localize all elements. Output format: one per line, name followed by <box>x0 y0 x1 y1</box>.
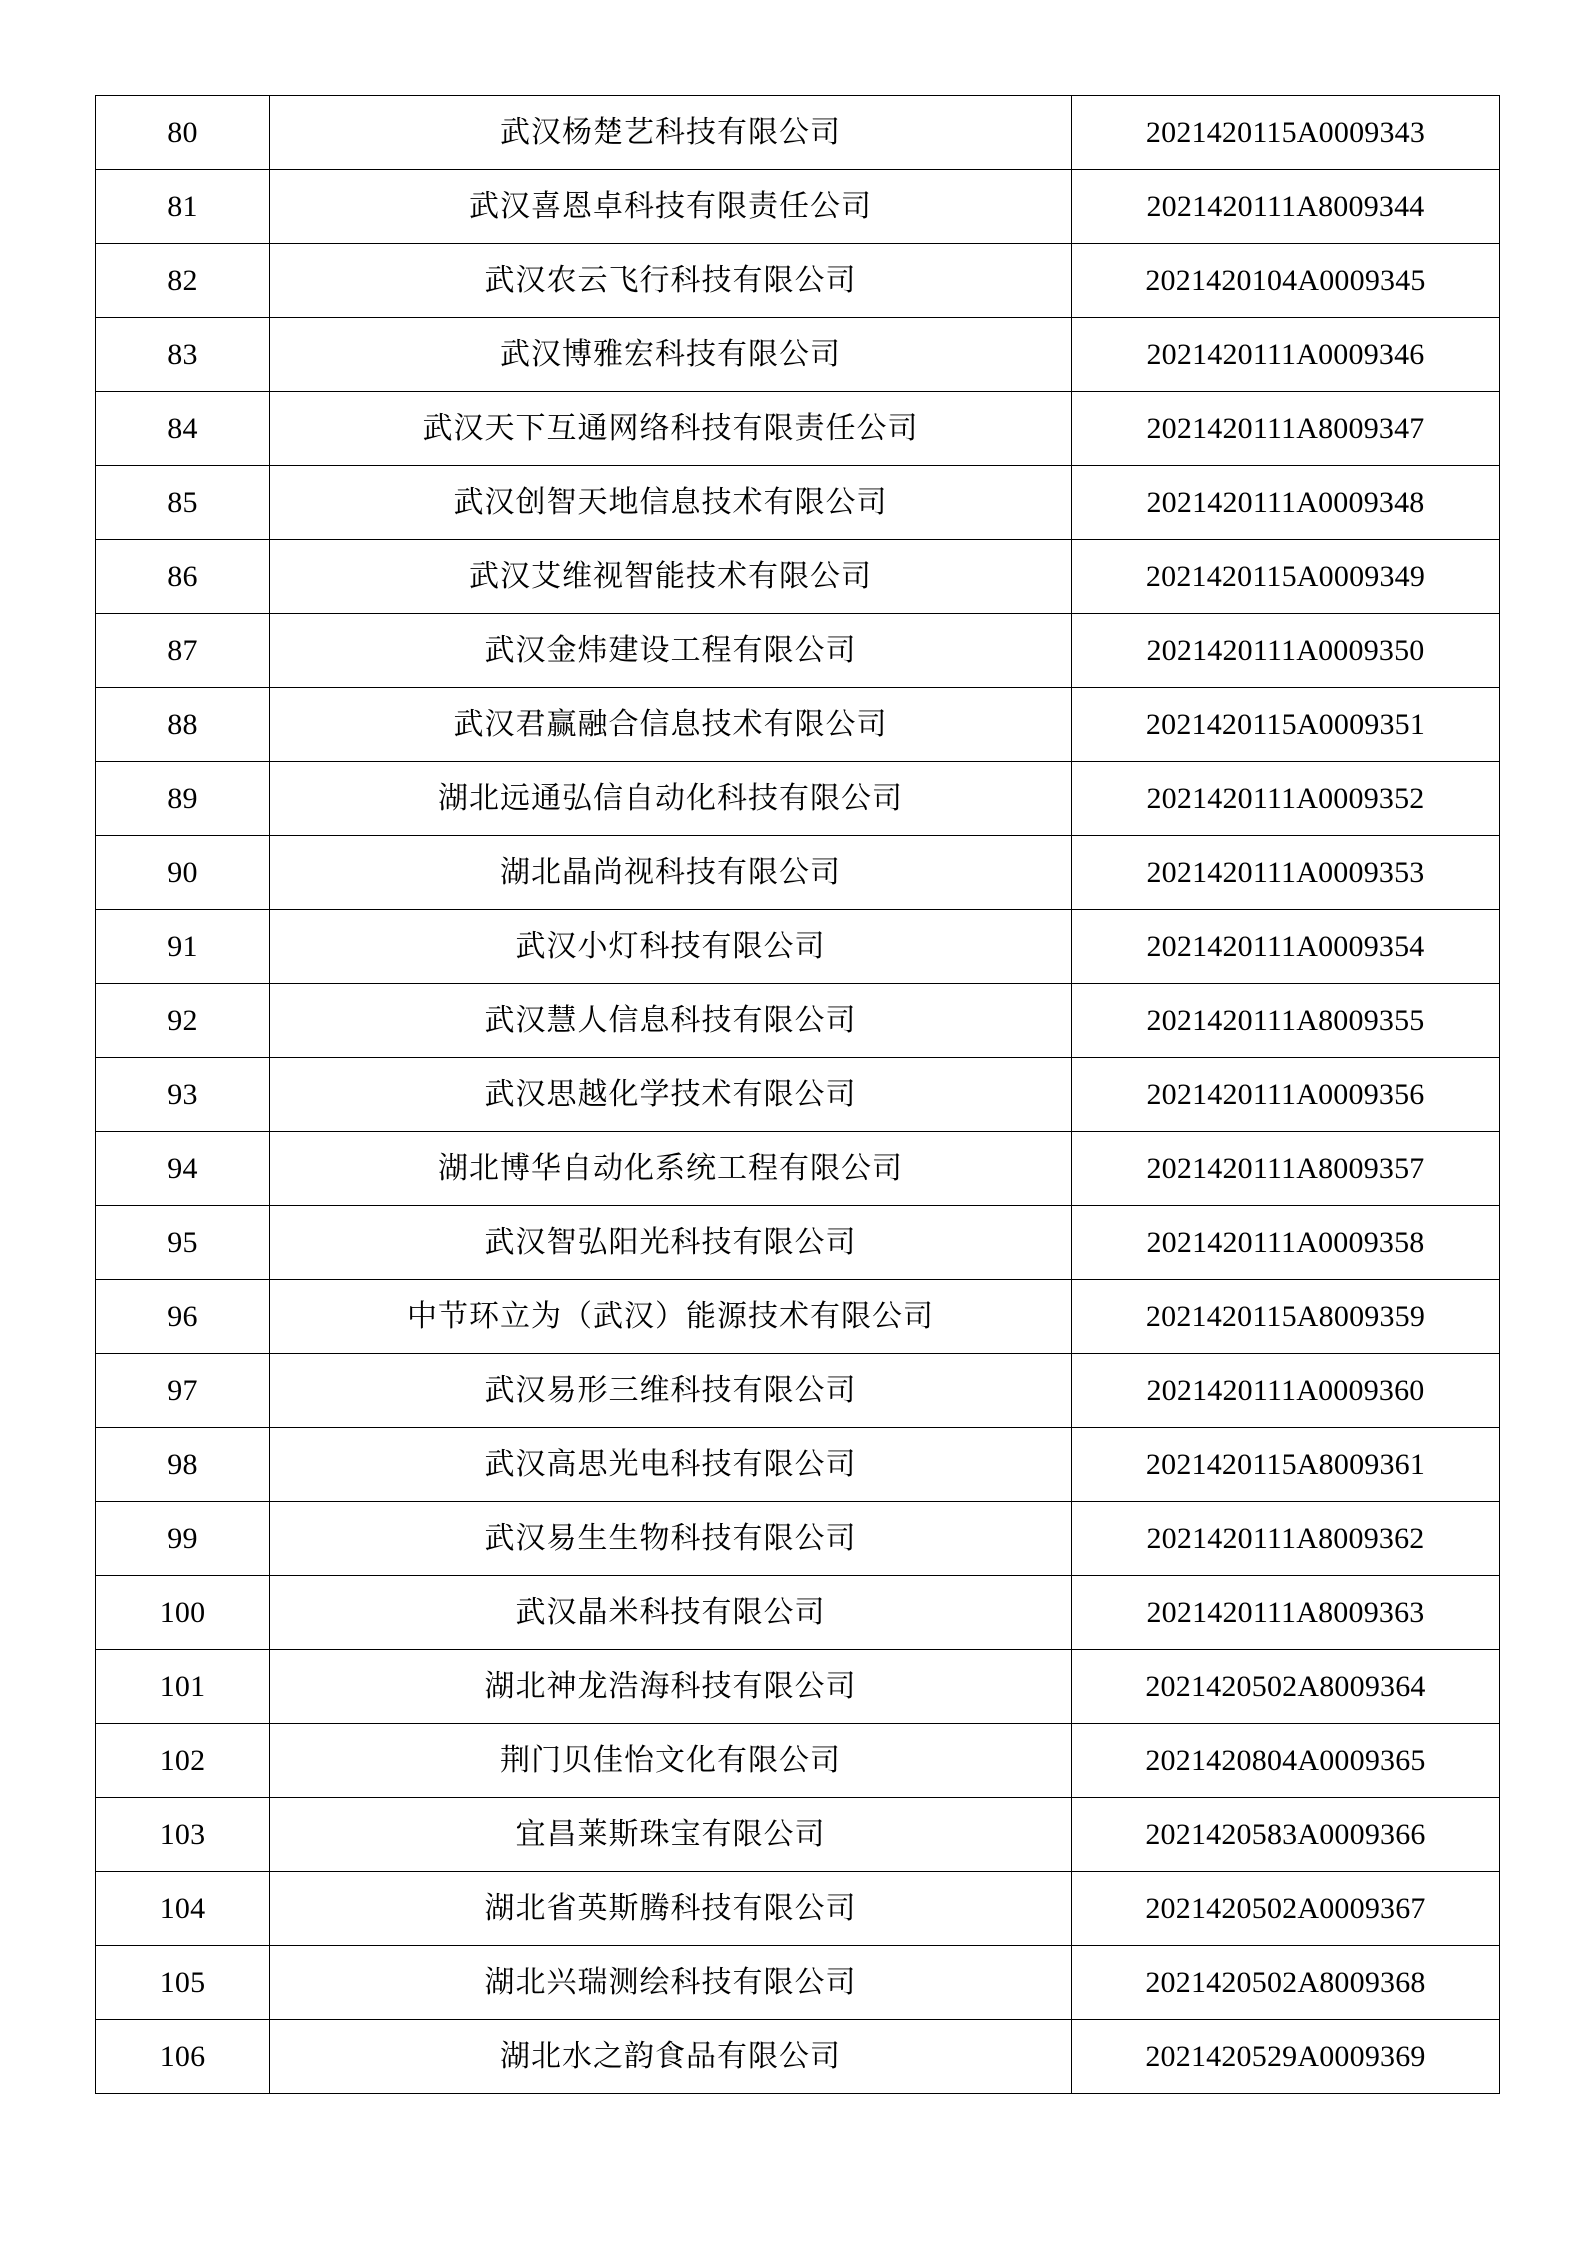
registration-code: 2021420111A0009348 <box>1072 466 1500 540</box>
registration-code: 2021420502A8009364 <box>1072 1650 1500 1724</box>
registration-code: 2021420111A0009353 <box>1072 836 1500 910</box>
registration-code: 2021420804A0009365 <box>1072 1724 1500 1798</box>
table-row <box>96 1798 1500 1872</box>
company-name: 武汉博雅宏科技有限公司 <box>270 318 1072 392</box>
registration-code: 2021420529A0009369 <box>1072 2020 1500 2094</box>
row-number: 86 <box>96 540 270 614</box>
company-name: 中节环立为（武汉）能源技术有限公司 <box>270 1280 1072 1354</box>
table-row <box>96 96 1500 170</box>
company-name: 武汉易生生物科技有限公司 <box>270 1502 1072 1576</box>
row-number: 104 <box>96 1872 270 1946</box>
row-number: 83 <box>96 318 270 392</box>
table-row <box>96 614 1500 688</box>
table-row <box>96 910 1500 984</box>
company-name: 武汉杨楚艺科技有限公司 <box>270 96 1072 170</box>
row-number: 98 <box>96 1428 270 1502</box>
registration-code: 2021420111A0009358 <box>1072 1206 1500 1280</box>
row-number: 105 <box>96 1946 270 2020</box>
company-name: 湖北水之韵食品有限公司 <box>270 2020 1072 2094</box>
table-row <box>96 1354 1500 1428</box>
table-row <box>96 836 1500 910</box>
table-row <box>96 1650 1500 1724</box>
row-number: 102 <box>96 1724 270 1798</box>
company-name: 武汉君赢融合信息技术有限公司 <box>270 688 1072 762</box>
table-row <box>96 170 1500 244</box>
registration-code: 2021420111A8009362 <box>1072 1502 1500 1576</box>
registration-code: 2021420115A8009359 <box>1072 1280 1500 1354</box>
registration-code: 2021420111A0009360 <box>1072 1354 1500 1428</box>
table-row <box>96 688 1500 762</box>
registration-code: 2021420111A0009356 <box>1072 1058 1500 1132</box>
table-row <box>96 392 1500 466</box>
table-row <box>96 1428 1500 1502</box>
table-row <box>96 244 1500 318</box>
table-row <box>96 1280 1500 1354</box>
row-number: 96 <box>96 1280 270 1354</box>
company-name: 武汉思越化学技术有限公司 <box>270 1058 1072 1132</box>
registration-code: 2021420502A8009368 <box>1072 1946 1500 2020</box>
company-name: 武汉慧人信息科技有限公司 <box>270 984 1072 1058</box>
row-number: 81 <box>96 170 270 244</box>
table-row <box>96 984 1500 1058</box>
table-row <box>96 318 1500 392</box>
registration-code: 2021420115A8009361 <box>1072 1428 1500 1502</box>
row-number: 92 <box>96 984 270 1058</box>
row-number: 88 <box>96 688 270 762</box>
row-number: 95 <box>96 1206 270 1280</box>
row-number: 89 <box>96 762 270 836</box>
table-row <box>96 540 1500 614</box>
row-number: 101 <box>96 1650 270 1724</box>
table-row <box>96 1872 1500 1946</box>
registration-code: 2021420111A8009347 <box>1072 392 1500 466</box>
registration-code: 2021420111A8009357 <box>1072 1132 1500 1206</box>
table-row <box>96 1058 1500 1132</box>
row-number: 85 <box>96 466 270 540</box>
row-number: 87 <box>96 614 270 688</box>
row-number: 106 <box>96 2020 270 2094</box>
table-row <box>96 1502 1500 1576</box>
table-row <box>96 2020 1500 2094</box>
registration-code: 2021420583A0009366 <box>1072 1798 1500 1872</box>
company-name: 湖北晶尚视科技有限公司 <box>270 836 1072 910</box>
company-name: 武汉创智天地信息技术有限公司 <box>270 466 1072 540</box>
company-name: 武汉金炜建设工程有限公司 <box>270 614 1072 688</box>
company-name: 武汉晶米科技有限公司 <box>270 1576 1072 1650</box>
company-name: 湖北兴瑞测绘科技有限公司 <box>270 1946 1072 2020</box>
table-row <box>96 466 1500 540</box>
row-number: 84 <box>96 392 270 466</box>
row-number: 93 <box>96 1058 270 1132</box>
registration-code: 2021420104A0009345 <box>1072 244 1500 318</box>
company-name: 武汉易形三维科技有限公司 <box>270 1354 1072 1428</box>
registration-code: 2021420115A0009349 <box>1072 540 1500 614</box>
company-name: 湖北博华自动化系统工程有限公司 <box>270 1132 1072 1206</box>
company-name: 武汉天下互通网络科技有限责任公司 <box>270 392 1072 466</box>
company-name: 湖北远通弘信自动化科技有限公司 <box>270 762 1072 836</box>
company-name: 武汉小灯科技有限公司 <box>270 910 1072 984</box>
registration-code: 2021420111A0009346 <box>1072 318 1500 392</box>
registration-code: 2021420111A0009350 <box>1072 614 1500 688</box>
company-name: 湖北神龙浩海科技有限公司 <box>270 1650 1072 1724</box>
registration-code: 2021420111A0009354 <box>1072 910 1500 984</box>
table-row <box>96 1724 1500 1798</box>
row-number: 94 <box>96 1132 270 1206</box>
company-name: 武汉艾维视智能技术有限公司 <box>270 540 1072 614</box>
row-number: 90 <box>96 836 270 910</box>
row-number: 99 <box>96 1502 270 1576</box>
registration-code: 2021420115A0009351 <box>1072 688 1500 762</box>
company-name: 湖北省英斯腾科技有限公司 <box>270 1872 1072 1946</box>
registration-code: 2021420111A0009352 <box>1072 762 1500 836</box>
row-number: 103 <box>96 1798 270 1872</box>
registration-code: 2021420111A8009363 <box>1072 1576 1500 1650</box>
company-registry-table <box>95 95 1500 2094</box>
table-row <box>96 1206 1500 1280</box>
row-number: 91 <box>96 910 270 984</box>
row-number: 80 <box>96 96 270 170</box>
table-row <box>96 1576 1500 1650</box>
company-name: 宜昌莱斯珠宝有限公司 <box>270 1798 1072 1872</box>
company-name: 武汉智弘阳光科技有限公司 <box>270 1206 1072 1280</box>
table-body <box>96 96 1500 2094</box>
row-number: 100 <box>96 1576 270 1650</box>
registration-code: 2021420111A8009355 <box>1072 984 1500 1058</box>
table-row <box>96 762 1500 836</box>
table-row <box>96 1132 1500 1206</box>
row-number: 82 <box>96 244 270 318</box>
company-name: 武汉农云飞行科技有限公司 <box>270 244 1072 318</box>
company-name: 荆门贝佳怡文化有限公司 <box>270 1724 1072 1798</box>
company-name: 武汉高思光电科技有限公司 <box>270 1428 1072 1502</box>
registration-code: 2021420111A8009344 <box>1072 170 1500 244</box>
registration-code: 2021420115A0009343 <box>1072 96 1500 170</box>
table-row <box>96 1946 1500 2020</box>
company-name: 武汉喜恩卓科技有限责任公司 <box>270 170 1072 244</box>
document-page <box>95 95 1499 2094</box>
row-number: 97 <box>96 1354 270 1428</box>
registration-code: 2021420502A0009367 <box>1072 1872 1500 1946</box>
